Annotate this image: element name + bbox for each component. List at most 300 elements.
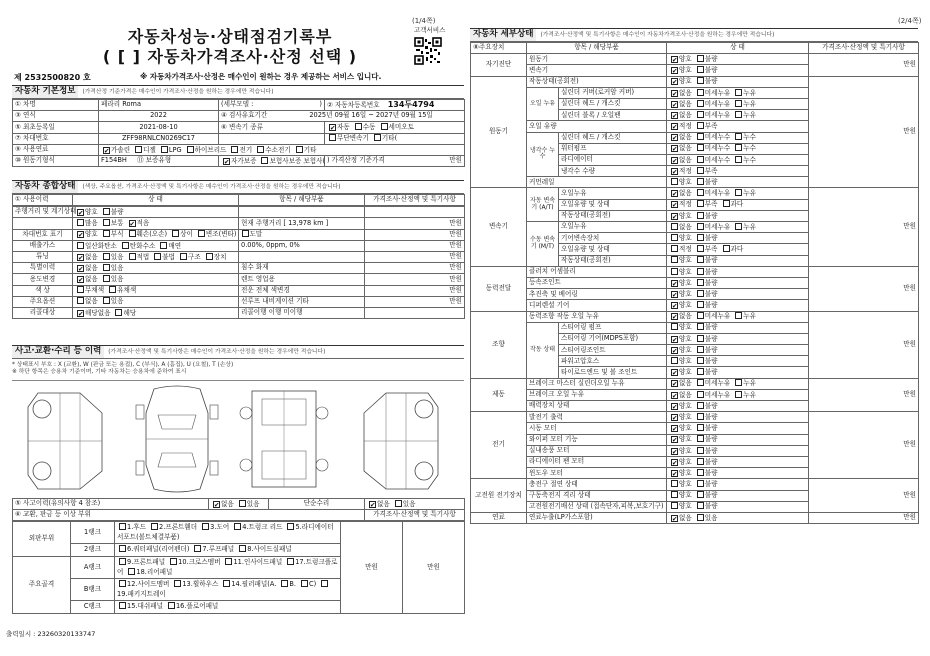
- checkbox[interactable]: [671, 347, 678, 354]
- checkbox[interactable]: [697, 89, 704, 96]
- checkbox[interactable]: [697, 514, 704, 521]
- checkbox-option[interactable]: [669, 368, 692, 376]
- checkbox[interactable]: [128, 568, 135, 575]
- checkbox[interactable]: [77, 286, 84, 293]
- checkbox[interactable]: [671, 112, 678, 119]
- checkbox-option[interactable]: [294, 146, 317, 154]
- checkbox-option[interactable]: [166, 602, 218, 610]
- checkbox[interactable]: [671, 145, 678, 152]
- checkbox[interactable]: [671, 157, 678, 164]
- checkbox[interactable]: [671, 357, 678, 364]
- checkbox[interactable]: [154, 253, 161, 260]
- checkbox-option[interactable]: [669, 256, 692, 264]
- checkbox[interactable]: [697, 502, 704, 509]
- checkbox[interactable]: [671, 280, 678, 287]
- checkbox[interactable]: [671, 491, 678, 498]
- checkbox[interactable]: [671, 502, 678, 509]
- status-options[interactable]: [667, 277, 809, 288]
- checkbox-option[interactable]: [178, 253, 201, 261]
- checkbox[interactable]: [697, 279, 704, 286]
- checkbox[interactable]: [671, 213, 678, 220]
- checkbox-option[interactable]: [669, 312, 692, 320]
- checkbox[interactable]: [697, 480, 704, 487]
- part-options[interactable]: [115, 601, 341, 614]
- checkbox[interactable]: [77, 254, 84, 261]
- checkbox-option[interactable]: [117, 545, 189, 553]
- checkbox-option[interactable]: [669, 402, 692, 410]
- status-options[interactable]: [667, 98, 809, 109]
- checkbox-option[interactable]: [196, 230, 237, 238]
- checkbox-option[interactable]: [695, 335, 718, 343]
- status-options[interactable]: [667, 333, 809, 344]
- checkbox[interactable]: [697, 144, 704, 151]
- status-options[interactable]: [667, 143, 809, 154]
- checkbox-option[interactable]: [237, 545, 292, 553]
- checkbox[interactable]: [671, 470, 678, 477]
- checkbox[interactable]: [735, 89, 742, 96]
- checkbox[interactable]: [723, 245, 730, 252]
- checkbox-option[interactable]: [327, 134, 369, 142]
- checkbox-option[interactable]: [669, 234, 692, 242]
- checkbox-option[interactable]: [695, 167, 718, 175]
- checkbox-option[interactable]: [695, 413, 718, 421]
- checkbox-option[interactable]: [695, 357, 718, 365]
- checkbox-option[interactable]: [695, 256, 718, 264]
- status-options[interactable]: [667, 445, 809, 456]
- checkbox[interactable]: [671, 168, 678, 175]
- checkbox[interactable]: [735, 223, 742, 230]
- checkbox-option[interactable]: [669, 379, 692, 387]
- checkbox[interactable]: [697, 55, 704, 62]
- checkbox[interactable]: [103, 208, 110, 215]
- checkbox[interactable]: [103, 264, 110, 271]
- checkbox-option[interactable]: [669, 55, 692, 63]
- checkbox-option[interactable]: [669, 335, 692, 343]
- status-options[interactable]: [667, 266, 809, 277]
- checkbox-option[interactable]: [733, 133, 756, 141]
- checkbox-option[interactable]: [669, 447, 692, 455]
- status-options[interactable]: [667, 289, 809, 300]
- checkbox-option[interactable]: [669, 245, 692, 253]
- checkbox-option[interactable]: [695, 156, 730, 164]
- checkbox[interactable]: [287, 558, 294, 565]
- checkbox-option[interactable]: [669, 200, 692, 208]
- checkbox-option[interactable]: [695, 301, 718, 309]
- checkbox-option[interactable]: [669, 189, 692, 197]
- status-options[interactable]: [667, 356, 809, 367]
- checkbox[interactable]: [697, 200, 704, 207]
- checkbox[interactable]: [281, 580, 288, 587]
- checkbox-option[interactable]: [221, 157, 256, 165]
- checkbox-option[interactable]: [152, 253, 175, 261]
- checkbox-option[interactable]: [669, 346, 692, 354]
- checkbox[interactable]: [671, 291, 678, 298]
- checkbox[interactable]: [122, 242, 129, 249]
- checkbox-option[interactable]: [255, 146, 290, 154]
- checkbox[interactable]: [119, 545, 126, 552]
- checkbox-option[interactable]: [75, 275, 98, 283]
- checkbox-option[interactable]: [299, 580, 316, 588]
- status-options[interactable]: [73, 251, 239, 262]
- checkbox[interactable]: [697, 290, 704, 297]
- checkbox[interactable]: [261, 157, 268, 164]
- checkbox[interactable]: [697, 223, 704, 230]
- checkbox[interactable]: [697, 323, 704, 330]
- checkbox[interactable]: [374, 134, 381, 141]
- checkbox[interactable]: [735, 156, 742, 163]
- checkbox[interactable]: [697, 402, 704, 409]
- checkbox[interactable]: [735, 312, 742, 319]
- checkbox[interactable]: [321, 580, 328, 587]
- checkbox-option[interactable]: [168, 558, 220, 566]
- part-options[interactable]: [115, 544, 341, 557]
- status-options[interactable]: [667, 389, 809, 400]
- checkbox[interactable]: [671, 425, 678, 432]
- checkbox-option[interactable]: [669, 480, 692, 488]
- status-options[interactable]: [667, 322, 809, 333]
- checkbox[interactable]: [671, 178, 678, 185]
- checkbox[interactable]: [697, 346, 704, 353]
- checkbox-option[interactable]: [127, 230, 168, 238]
- status-options[interactable]: [667, 255, 809, 266]
- checkbox-option[interactable]: [669, 77, 692, 85]
- checkbox-option[interactable]: [695, 234, 718, 242]
- checkbox-option[interactable]: [721, 245, 744, 253]
- checkbox[interactable]: [735, 133, 742, 140]
- checkbox[interactable]: [671, 56, 678, 63]
- checkbox[interactable]: [301, 580, 308, 587]
- checkbox-option[interactable]: [669, 413, 692, 421]
- checkbox-option[interactable]: [695, 491, 718, 499]
- checkbox[interactable]: [697, 212, 704, 219]
- checkbox-option[interactable]: [669, 290, 692, 298]
- checkbox-option[interactable]: [117, 523, 146, 531]
- checkbox-option[interactable]: [101, 253, 124, 261]
- checkbox-option[interactable]: [695, 144, 730, 152]
- checkbox[interactable]: [671, 67, 678, 74]
- checkbox[interactable]: [329, 134, 336, 141]
- checkbox-option[interactable]: [117, 580, 169, 588]
- checkbox-option[interactable]: [75, 309, 110, 317]
- checkbox-option[interactable]: [120, 242, 155, 250]
- checkbox-option[interactable]: [170, 230, 193, 238]
- checkbox[interactable]: [257, 146, 264, 153]
- checkbox[interactable]: [671, 190, 678, 197]
- checkbox[interactable]: [697, 245, 704, 252]
- checkbox[interactable]: [129, 230, 136, 237]
- status-options[interactable]: [73, 285, 239, 296]
- status-options[interactable]: [667, 222, 809, 233]
- checkbox-option[interactable]: [101, 264, 124, 272]
- checkbox-option[interactable]: [221, 580, 276, 588]
- checkbox-option[interactable]: [695, 379, 730, 387]
- checkbox[interactable]: [395, 500, 402, 507]
- checkbox[interactable]: [735, 391, 742, 398]
- status-options[interactable]: [73, 240, 239, 251]
- checkbox-option[interactable]: [695, 66, 718, 74]
- checkbox[interactable]: [239, 500, 246, 507]
- checkbox[interactable]: [242, 230, 249, 237]
- checkbox-option[interactable]: [75, 230, 98, 238]
- checkbox-option[interactable]: [113, 309, 136, 317]
- checkbox[interactable]: [119, 602, 126, 609]
- simple-repair-options[interactable]: [365, 499, 465, 510]
- checkbox[interactable]: [160, 242, 167, 249]
- checkbox-option[interactable]: [695, 402, 718, 410]
- status-options[interactable]: [73, 218, 239, 229]
- transmission-options-extra[interactable]: [325, 133, 465, 144]
- checkbox-option[interactable]: [192, 545, 234, 553]
- status-options[interactable]: [667, 121, 809, 132]
- checkbox-option[interactable]: [669, 491, 692, 499]
- checkbox-option[interactable]: [733, 111, 756, 119]
- checkbox[interactable]: [671, 414, 678, 421]
- checkbox-option[interactable]: [695, 212, 718, 220]
- checkbox-option[interactable]: [669, 268, 692, 276]
- accident-history-options[interactable]: [209, 499, 269, 510]
- checkbox-option[interactable]: [75, 264, 98, 272]
- status-options[interactable]: [667, 423, 809, 434]
- checkbox[interactable]: [671, 380, 678, 387]
- checkbox-option[interactable]: [101, 297, 124, 305]
- checkbox-option[interactable]: [669, 156, 692, 164]
- checkbox[interactable]: [671, 436, 678, 443]
- checkbox[interactable]: [77, 310, 84, 317]
- checkbox[interactable]: [671, 313, 678, 320]
- checkbox[interactable]: [697, 100, 704, 107]
- checkbox-option[interactable]: [669, 178, 692, 186]
- checkbox[interactable]: [671, 201, 678, 208]
- checkbox[interactable]: [671, 245, 678, 252]
- checkbox-option[interactable]: [237, 500, 260, 508]
- checkbox-option[interactable]: [75, 242, 117, 250]
- checkbox-option[interactable]: [279, 580, 296, 588]
- checkbox-option[interactable]: [669, 357, 692, 365]
- checkbox-option[interactable]: [695, 391, 730, 399]
- checkbox[interactable]: [213, 501, 220, 508]
- checkbox-option[interactable]: [669, 167, 692, 175]
- checkbox-option[interactable]: [695, 178, 718, 186]
- status-options[interactable]: [73, 296, 239, 307]
- checkbox[interactable]: [369, 501, 376, 508]
- checkbox[interactable]: [697, 458, 704, 465]
- checkbox-option[interactable]: [695, 346, 718, 354]
- checkbox[interactable]: [735, 189, 742, 196]
- checkbox[interactable]: [234, 523, 241, 530]
- checkbox[interactable]: [671, 336, 678, 343]
- checkbox[interactable]: [697, 301, 704, 308]
- checkbox[interactable]: [187, 146, 194, 153]
- checkbox[interactable]: [172, 230, 179, 237]
- checkbox-option[interactable]: [733, 189, 756, 197]
- checkbox[interactable]: [77, 265, 84, 272]
- checkbox-option[interactable]: [695, 100, 730, 108]
- status-options[interactable]: [667, 345, 809, 356]
- checkbox-option[interactable]: [669, 223, 692, 231]
- checkbox[interactable]: [151, 523, 158, 530]
- checkbox[interactable]: [697, 234, 704, 241]
- checkbox-option[interactable]: [695, 368, 718, 376]
- status-options[interactable]: [667, 199, 809, 210]
- transmission-options[interactable]: [325, 122, 465, 133]
- checkbox-option[interactable]: [695, 458, 718, 466]
- status-options[interactable]: [667, 166, 809, 177]
- part-options[interactable]: [115, 557, 341, 579]
- checkbox[interactable]: [206, 253, 213, 260]
- status-options[interactable]: [667, 456, 809, 467]
- checkbox[interactable]: [239, 545, 246, 552]
- checkbox[interactable]: [671, 480, 678, 487]
- checkbox-option[interactable]: [669, 122, 692, 130]
- checkbox[interactable]: [168, 602, 175, 609]
- checkbox-option[interactable]: [669, 100, 692, 108]
- checkbox[interactable]: [119, 580, 126, 587]
- checkbox-option[interactable]: [669, 514, 692, 522]
- checkbox-option[interactable]: [200, 523, 229, 531]
- checkbox[interactable]: [671, 323, 678, 330]
- checkbox[interactable]: [180, 253, 187, 260]
- status-options[interactable]: [73, 229, 263, 240]
- status-options[interactable]: [667, 434, 809, 445]
- checkbox[interactable]: [697, 391, 704, 398]
- checkbox-option[interactable]: [75, 297, 98, 305]
- checkbox-option[interactable]: [695, 245, 718, 253]
- checkbox[interactable]: [231, 146, 238, 153]
- status-options[interactable]: [667, 233, 809, 244]
- status-options[interactable]: [667, 412, 809, 423]
- checkbox[interactable]: [697, 77, 704, 84]
- checkbox-option[interactable]: [695, 312, 730, 320]
- checkbox-option[interactable]: [159, 146, 182, 154]
- checkbox-option[interactable]: [669, 89, 692, 97]
- checkbox[interactable]: [671, 256, 678, 263]
- checkbox-option[interactable]: [695, 223, 730, 231]
- checkbox[interactable]: [103, 253, 110, 260]
- status-options[interactable]: [667, 54, 809, 65]
- checkbox[interactable]: [697, 256, 704, 263]
- checkbox[interactable]: [170, 558, 177, 565]
- checkbox-option[interactable]: [172, 580, 218, 588]
- checkbox-option[interactable]: [695, 502, 718, 510]
- checkbox-option[interactable]: [721, 200, 744, 208]
- checkbox[interactable]: [735, 379, 742, 386]
- checkbox[interactable]: [697, 111, 704, 118]
- checkbox-option[interactable]: [695, 514, 718, 522]
- checkbox-option[interactable]: [733, 89, 756, 97]
- checkbox[interactable]: [735, 100, 742, 107]
- checkbox[interactable]: [161, 146, 168, 153]
- checkbox-option[interactable]: [327, 123, 350, 131]
- checkbox[interactable]: [671, 268, 678, 275]
- checkbox[interactable]: [697, 379, 704, 386]
- checkbox-option[interactable]: [733, 312, 756, 320]
- checkbox-option[interactable]: [127, 219, 150, 227]
- checkbox-option[interactable]: [669, 424, 692, 432]
- checkbox-option[interactable]: [158, 242, 181, 250]
- checkbox[interactable]: [697, 268, 704, 275]
- checkbox-option[interactable]: [669, 391, 692, 399]
- checkbox-option[interactable]: [669, 66, 692, 74]
- checkbox-option[interactable]: [101, 146, 130, 154]
- checkbox-option[interactable]: [695, 279, 718, 287]
- status-options[interactable]: [667, 490, 809, 501]
- checkbox-option[interactable]: [117, 558, 165, 566]
- checkbox-option[interactable]: [669, 111, 692, 119]
- checkbox[interactable]: [225, 558, 232, 565]
- checkbox[interactable]: [103, 147, 110, 154]
- checkbox-option[interactable]: [149, 523, 197, 531]
- status-options[interactable]: [667, 300, 809, 311]
- checkbox-option[interactable]: [101, 230, 124, 238]
- status-options[interactable]: [667, 401, 809, 412]
- status-options[interactable]: [667, 378, 809, 389]
- status-options[interactable]: [73, 307, 239, 318]
- checkbox-option[interactable]: [101, 275, 124, 283]
- checkbox-option[interactable]: [232, 523, 282, 531]
- checkbox-option[interactable]: [695, 435, 718, 443]
- status-options[interactable]: [667, 87, 809, 98]
- checkbox[interactable]: [129, 253, 136, 260]
- checkbox[interactable]: [697, 368, 704, 375]
- checkbox[interactable]: [174, 580, 181, 587]
- checkbox-option[interactable]: [101, 208, 124, 216]
- checkbox-option[interactable]: [185, 146, 227, 154]
- checkbox[interactable]: [103, 297, 110, 304]
- status-options[interactable]: [667, 132, 809, 143]
- checkbox[interactable]: [671, 448, 678, 455]
- checkbox-option[interactable]: [101, 219, 124, 227]
- checkbox[interactable]: [697, 491, 704, 498]
- status-options[interactable]: [667, 479, 809, 490]
- checkbox[interactable]: [697, 357, 704, 364]
- checkbox-option[interactable]: [669, 301, 692, 309]
- checkbox-option[interactable]: [733, 100, 756, 108]
- checkbox-option[interactable]: [379, 123, 414, 131]
- checkbox-option[interactable]: [733, 144, 756, 152]
- status-options[interactable]: [667, 65, 809, 76]
- checkbox-option[interactable]: [669, 133, 692, 141]
- checkbox-option[interactable]: [126, 568, 172, 576]
- checkbox-option[interactable]: [695, 424, 718, 432]
- checkbox-option[interactable]: [669, 458, 692, 466]
- checkbox-option[interactable]: [133, 146, 156, 154]
- checkbox-option[interactable]: [353, 123, 376, 131]
- checkbox[interactable]: [77, 219, 84, 226]
- status-options[interactable]: [667, 244, 809, 255]
- checkbox[interactable]: [355, 123, 362, 130]
- part-options[interactable]: [115, 522, 341, 544]
- checkbox-option[interactable]: [695, 133, 730, 141]
- warranty-options[interactable]: [219, 155, 325, 166]
- checkbox[interactable]: [671, 369, 678, 376]
- part-options[interactable]: [115, 579, 341, 601]
- checkbox-option[interactable]: [669, 144, 692, 152]
- checkbox[interactable]: [296, 146, 303, 153]
- checkbox[interactable]: [119, 558, 126, 565]
- checkbox[interactable]: [697, 424, 704, 431]
- checkbox-option[interactable]: [695, 111, 730, 119]
- checkbox-option[interactable]: [117, 602, 163, 610]
- checkbox-option[interactable]: [240, 230, 263, 238]
- checkbox-option[interactable]: [695, 200, 718, 208]
- checkbox-option[interactable]: [695, 89, 730, 97]
- checkbox[interactable]: [77, 276, 84, 283]
- checkbox[interactable]: [103, 219, 110, 226]
- checkbox[interactable]: [671, 403, 678, 410]
- checkbox[interactable]: [697, 167, 704, 174]
- checkbox-option[interactable]: [75, 208, 98, 216]
- checkbox[interactable]: [735, 144, 742, 151]
